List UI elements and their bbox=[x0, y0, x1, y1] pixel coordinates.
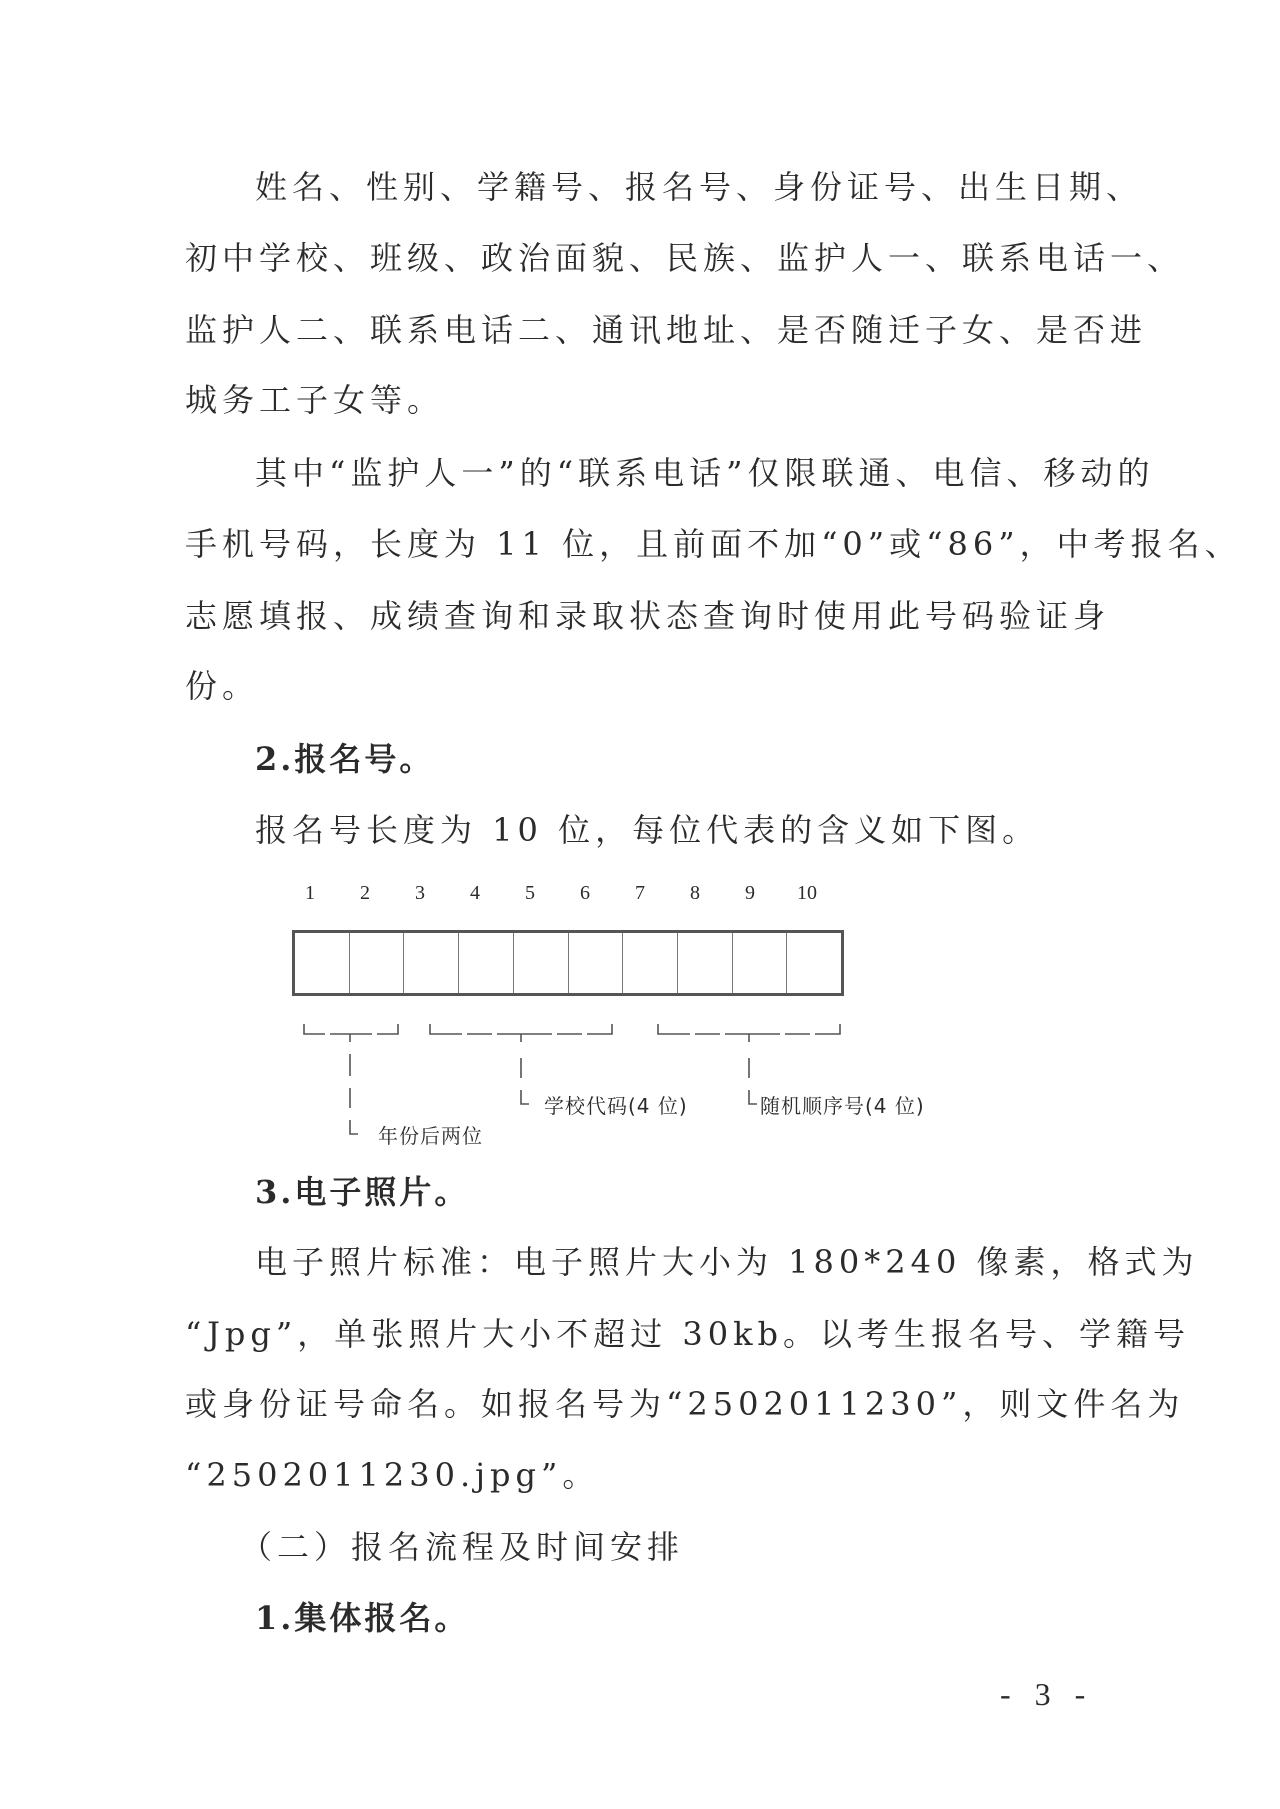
section-3-line-2: “Jpg”，单张照片大小不超过 30kb。以考生报名号、学籍号 bbox=[185, 1315, 1191, 1353]
leader-year bbox=[350, 1054, 358, 1134]
label-random-sequence: 随机顺序号(4 位) bbox=[760, 1094, 925, 1118]
section-3-line-3: 或身份证号命名。如报名号为“2502011230”，则文件名为 bbox=[185, 1385, 1185, 1423]
leader-random bbox=[749, 1058, 757, 1104]
paragraph-1-line-3: 监护人二、联系电话二、通讯地址、是否随迁子女、是否进 bbox=[185, 311, 1148, 349]
paragraph-1-line-1: 姓名、性别、学籍号、报名号、身份证号、出生日期、 bbox=[255, 168, 1144, 206]
position-2: 2 bbox=[360, 882, 370, 904]
section-b1-heading: 1.集体报名。 bbox=[255, 1599, 470, 1637]
section-b-heading: （二）报名流程及时间安排 bbox=[240, 1528, 685, 1566]
position-5: 5 bbox=[525, 882, 535, 904]
label-year-suffix: 年份后两位 bbox=[378, 1124, 483, 1148]
paragraph-2-line-4: 份。 bbox=[185, 667, 260, 705]
position-10: 10 bbox=[797, 882, 817, 904]
position-4: 4 bbox=[470, 882, 480, 904]
section-3-line-4: “2502011230.jpg”。 bbox=[185, 1456, 600, 1494]
bracket-year bbox=[304, 1024, 398, 1034]
page-number: - 3 - bbox=[1000, 1676, 1094, 1712]
paragraph-1-line-4: 城务工子女等。 bbox=[185, 381, 445, 419]
paragraph-1-line-2: 初中学校、班级、政治面貌、民族、监护人一、联系电话一、 bbox=[185, 239, 1185, 277]
leader-school bbox=[521, 1058, 529, 1104]
position-9: 9 bbox=[745, 882, 755, 904]
paragraph-2-line-1: 其中“监护人一”的“联系电话”仅限联通、电信、移动的 bbox=[255, 454, 1155, 492]
position-1: 1 bbox=[305, 882, 315, 904]
section-3-line-1: 电子照片标准：电子照片大小为 180*240 像素，格式为 bbox=[255, 1243, 1199, 1281]
position-6: 6 bbox=[580, 882, 590, 904]
position-7: 7 bbox=[635, 882, 645, 904]
paragraph-2-line-3: 志愿填报、成绩查询和录取状态查询时使用此号码验证身 bbox=[185, 597, 1111, 635]
position-8: 8 bbox=[690, 882, 700, 904]
paragraph-2-line-2: 手机号码，长度为 11 位，且前面不加“0”或“86”，中考报名、 bbox=[185, 525, 1242, 563]
section-2-heading: 2.报名号。 bbox=[255, 740, 435, 778]
section-2-text: 报名号长度为 10 位，每位代表的含义如下图。 bbox=[255, 811, 1040, 849]
section-3-heading: 3.电子照片。 bbox=[255, 1173, 470, 1211]
position-3: 3 bbox=[415, 882, 425, 904]
label-school-code: 学校代码(4 位) bbox=[544, 1094, 688, 1118]
